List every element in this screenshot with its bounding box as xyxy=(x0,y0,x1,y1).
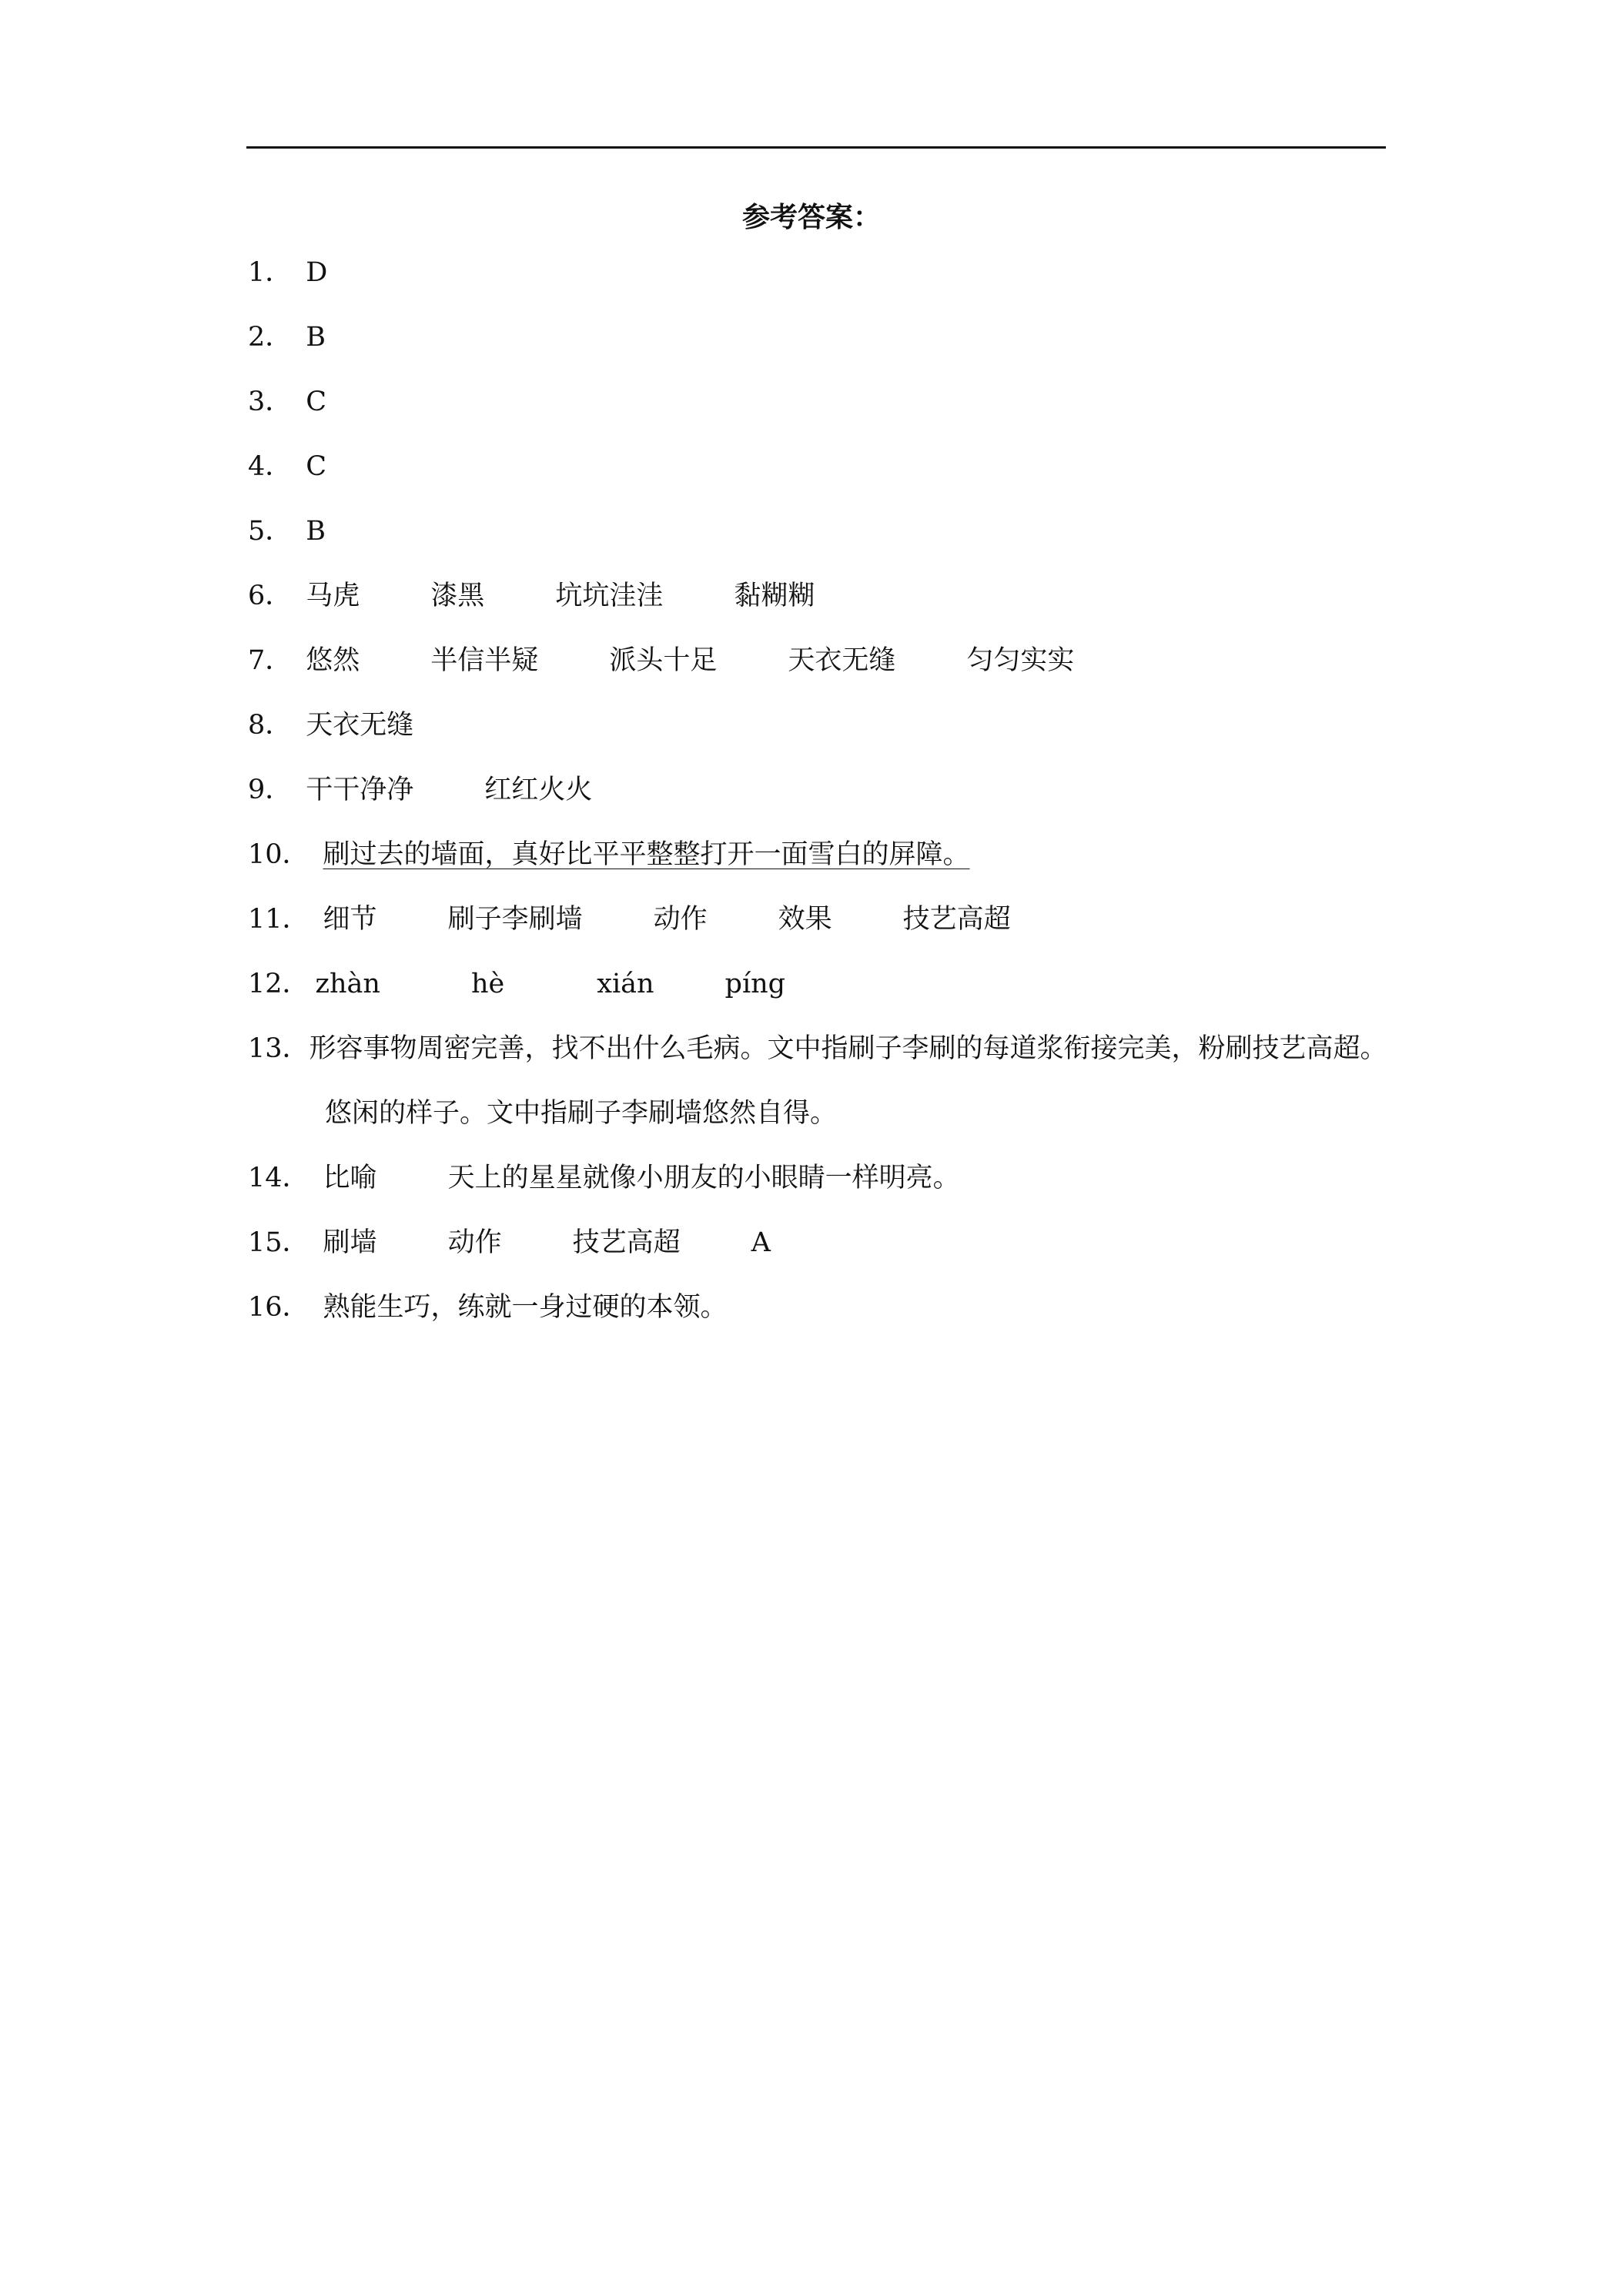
answer-item-4 xyxy=(248,448,1387,513)
answer-item-2 xyxy=(248,319,1387,383)
answer-item-9 xyxy=(248,771,1387,836)
answer-number: 10． xyxy=(248,839,310,870)
answer-number: 2． xyxy=(248,322,293,353)
answer-text: 形容事物周密完善，找不出什么毛病。文中指刷子李刷的每道浆衔接完美，粉刷技艺高超。 xyxy=(309,1033,1387,1064)
answer-number: 3． xyxy=(248,387,293,417)
answer-text: 效果 xyxy=(778,904,832,935)
answer-text: 天衣无缝 xyxy=(306,710,414,741)
answer-text: B xyxy=(306,516,326,547)
answer-text: 坑坑洼洼 xyxy=(555,581,664,611)
answer-text: B xyxy=(306,322,326,353)
answer-text: C xyxy=(306,451,327,482)
answer-number: 16． xyxy=(248,1292,310,1323)
answer-item-16 xyxy=(248,1289,1387,1354)
answer-number: 12． xyxy=(248,969,310,999)
answer-text: 悠然 xyxy=(306,645,360,676)
answer-text: 技艺高超 xyxy=(902,904,1011,935)
answer-text: 熟能生巧，练就一身过硬的本领。 xyxy=(323,1292,728,1323)
answer-item-6 xyxy=(248,577,1387,642)
header-rule xyxy=(246,146,1386,149)
answer-number: 4． xyxy=(248,451,293,482)
answer-number: 9． xyxy=(248,775,293,805)
answer-item-10 xyxy=(248,836,1387,901)
answer-item-13 xyxy=(248,1016,1387,1146)
pinyin-text: hè xyxy=(470,969,505,999)
answer-item-1 xyxy=(248,254,1387,319)
answer-text: D xyxy=(306,257,328,288)
answer-text: 天上的星星就像小朋友的小眼睛一样明亮。 xyxy=(447,1163,960,1193)
answer-number: 1． xyxy=(248,257,293,288)
answer-text: 匀匀实实 xyxy=(966,645,1075,676)
answer-text: 刷墙 xyxy=(323,1227,377,1258)
answer-item-11 xyxy=(248,901,1387,966)
answer-text: C xyxy=(306,387,327,417)
answer-item-15 xyxy=(248,1224,1387,1289)
answer-text: 细节 xyxy=(323,904,377,935)
answer-number: 6． xyxy=(248,581,293,611)
answer-text: 黏糊糊 xyxy=(734,581,815,611)
answer-item-7 xyxy=(248,642,1387,707)
answer-list xyxy=(248,254,1387,1354)
answer-text: 技艺高超 xyxy=(572,1227,681,1258)
answer-text: 马虎 xyxy=(306,581,360,611)
answer-text: 悠闲的样子。文中指刷子李刷墙悠然自得。 xyxy=(325,1098,838,1129)
answer-item-14 xyxy=(248,1160,1387,1224)
answer-text: 红红火火 xyxy=(484,775,593,805)
answer-item-5 xyxy=(248,513,1387,577)
answer-number: 15． xyxy=(248,1227,310,1258)
pinyin-text: píng xyxy=(724,969,786,999)
answer-text: 漆黑 xyxy=(430,581,485,611)
underlined-answer-text: 刷过去的墙面，真好比平平整整打开一面雪白的屏障。 xyxy=(323,839,970,870)
answer-number: 7． xyxy=(248,645,293,676)
pinyin-text: zhàn xyxy=(315,969,380,999)
answer-item-8 xyxy=(248,707,1387,771)
pinyin-text: xián xyxy=(597,969,654,999)
answer-text: 天衣无缝 xyxy=(788,645,896,676)
answer-text: 半信半疑 xyxy=(430,645,539,676)
answer-number: 13． xyxy=(248,1033,310,1064)
answer-number: 8． xyxy=(248,710,293,741)
answer-text: A xyxy=(751,1227,771,1258)
answer-text: 动作 xyxy=(653,904,708,935)
answer-text: 动作 xyxy=(447,1227,502,1258)
page-title: 参考答案： xyxy=(741,201,881,233)
answer-number: 14． xyxy=(248,1163,310,1193)
answer-text: 干干净净 xyxy=(306,775,414,805)
answer-item-3 xyxy=(248,383,1387,448)
answer-number: 11． xyxy=(248,904,310,935)
answer-text: 派头十足 xyxy=(609,645,718,676)
answer-number: 5． xyxy=(248,516,293,547)
answer-text: 刷子李刷墙 xyxy=(447,904,583,935)
answer-text: 比喻 xyxy=(323,1163,377,1193)
